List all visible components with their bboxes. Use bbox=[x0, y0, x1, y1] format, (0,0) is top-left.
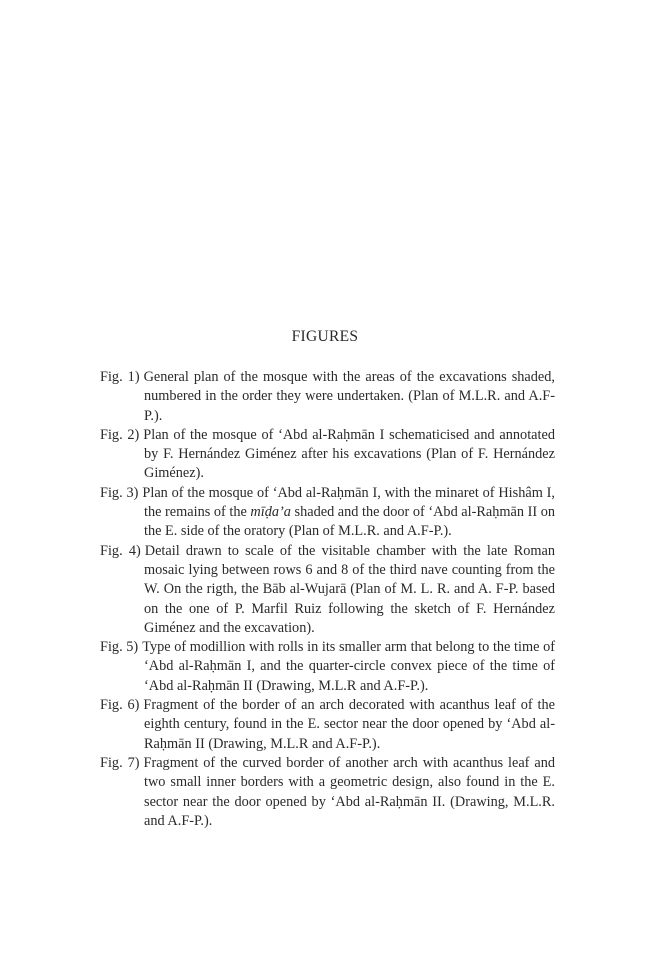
figure-label: Fig. 4) bbox=[100, 542, 141, 559]
figure-caption-4 bbox=[100, 542, 555, 638]
figure-caption-2 bbox=[100, 426, 555, 484]
figure-text: Fragment of the curved border of another arch with acanthus leaf and two small inner borders with a geometric design, also found in the E. sector near the door opened by ‘Abd al-Raḥmān II. (Drawing, M.L.R. and A.F-P.). bbox=[143, 754, 556, 829]
figure-caption-6 bbox=[100, 696, 555, 754]
figure-text-italic: mīḍa’a bbox=[250, 504, 291, 521]
figure-caption-3 bbox=[100, 484, 555, 542]
figure-text: shaded and the door of ‘Abd al-Raḥmān II on the E. side of the oratory (Plan of M.L.R. and A.F-P.). bbox=[144, 504, 555, 540]
figure-label: Fig. 3) bbox=[100, 484, 139, 501]
figure-caption-5 bbox=[100, 638, 555, 696]
figure-caption-1 bbox=[100, 368, 555, 426]
figure-label: Fig. 1) bbox=[100, 369, 140, 385]
figure-text: General plan of the mosque with the areas of the excavations shaded, numbered in the order they were undertaken. (Plan of M.L.R. and A.F-P.). bbox=[143, 369, 555, 424]
page-title: FIGURES bbox=[291, 328, 359, 345]
figure-caption-7 bbox=[100, 754, 555, 831]
figure-text: Type of modillion with rolls in its smaller arm that belong to the time of ‘Abd al-Raḥmān I, and the quarter-circle convex piece of the time of ‘Abd al-Raḥmān II (Drawing, M.L.R and A.F-P.). bbox=[142, 639, 555, 694]
figure-label: Fig. 6) bbox=[100, 697, 140, 714]
figure-text: Fragment of the border of an arch decorated with acanthus leaf of the eighth century, found in the E. sector near the door opened by ‘Abd al-Raḥmān II (Drawing, M.L.R and A.F-P.). bbox=[143, 697, 555, 752]
figure-label: Fig. 5) bbox=[100, 639, 139, 656]
figure-text: Plan of the mosque of ‘Abd al-Raḥmān I, with the minaret of Hishâm I, the remains of the bbox=[142, 484, 555, 521]
figure-label: Fig. 2) bbox=[100, 426, 140, 443]
figure-label: Fig. 7) bbox=[100, 754, 140, 771]
figure-text: Plan of the mosque of ‘Abd al-Raḥmān I schematicised and annotated by F. Hernández Giménez after his excavations (Plan of F. Hernández Giménez). bbox=[143, 426, 555, 482]
figure-list bbox=[100, 368, 555, 831]
figure-text: Detail drawn to scale of the visitable chamber with the late Roman mosaic lying between rows 6 and 8 of the third nave counting from the W. On the rigth, the Bāb al-Wujarā (Plan of M. L. R. and A. F-P. based on the one of P. Marfil Ruiz following the sketch of F. Hernández Giménez and the excavation). bbox=[144, 542, 555, 636]
